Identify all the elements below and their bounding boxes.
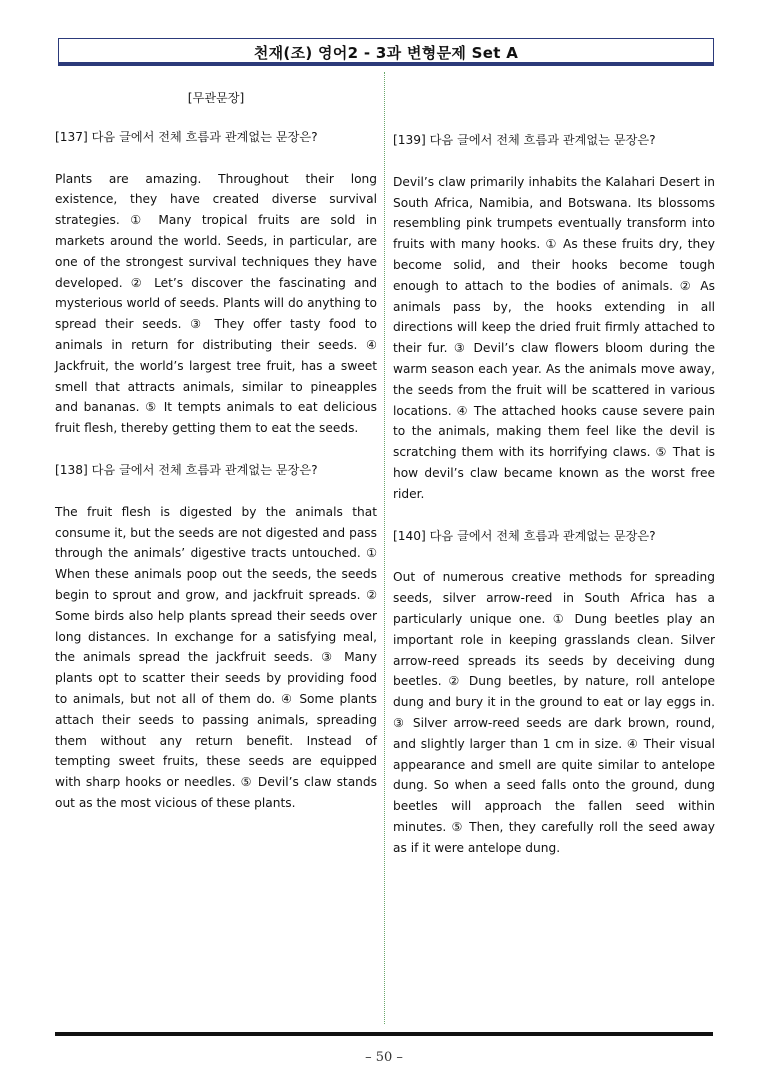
page-number: – 50 –	[365, 1050, 403, 1065]
page-title-box	[58, 38, 714, 66]
passage-139: Devil’s claw primarily inhabits the Kalahari Desert in South Africa, Namibia, and Botswana. Its blossoms resembling pink trumpets eventually transform into fruits with many hooks. ① As these fruits dry, they become solid, and their hooks become tough enough to attach to the bodies of animals. ② As animals pass by, the hooks extending in all directions will keep the dried fruit firmly attached to their fur. ③ Devil’s claw flowers bloom during the warm season each year. As the animals move away, the seeds from the fruit will be scattered in various locations. ④ The attached hooks cause severe pain to the animals, making them feel like the devil is scratching them with its horrifying claws. ⑤ That is how devil’s claw became known as the worst free rider.	[393, 174, 715, 501]
passage-138: The fruit flesh is digested by the animals that consume it, but the seeds are not digested and pass through the animals’ digestive tracts untouched. ① When these animals poop out the seeds, the seeds begin to sprout and grow, and jackfruit spreads. ② Some birds also help plants spread their seeds over long distances. In exchange for a satisfying meal, the animals spread the jackfruit seeds. ③ Many plants opt to scatter their seeds by providing food to animals, but not all of them do. ④ Some plants attach their seeds to passing animals, spreading them without any return benefit. Instead of tempting sweet fruits, these seeds are equipped with sharp hooks or needles. ⑤ Devil’s claw stands out as the most vicious of these plants.	[55, 504, 377, 810]
passage-140: Out of numerous creative methods for spreading seeds, silver arrow-reed in South Africa has a particularly unique one. ① Dung beetles play an important role in keeping grasslands clean. Silver arrow-reed spreads its seeds by deceiving dung beetles. ② Dung beetles, by nature, roll antelope dung and bury it in the ground to eat or lay eggs in. ③ Silver arrow-reed seeds are dark brown, round, and slightly larger than 1 cm in size. ④ Their visual appearance and smell are quite similar to antelope dung. So when a seed falls onto the ground, dung beetles will approach the fallen seed within minutes. ⑤ Then, they carefully roll the seed away as if it were antelope dung.	[393, 570, 715, 855]
page-title: 천재(조) 영어2 - 3과 변형문제 Set A	[253, 43, 519, 62]
column-divider	[384, 72, 385, 1024]
question-138: [138] 다음 글에서 전체 흐름과 관계없는 문장은?	[55, 462, 318, 477]
footer-rule	[55, 1032, 713, 1036]
left-column	[55, 88, 377, 835]
question-137: [137] 다음 글에서 전체 흐름과 관계없는 문장은?	[55, 129, 318, 144]
section-label: [무관문장]	[187, 91, 245, 105]
question-139: [139] 다음 글에서 전체 흐름과 관계없는 문장은?	[393, 133, 656, 147]
right-column	[393, 88, 715, 880]
question-140: [140] 다음 글에서 전체 흐름과 관계없는 문장은?	[393, 528, 656, 543]
passage-137: Plants are amazing. Throughout their long existence, they have created diverse survival strategies. ① Many tropical fruits are sold in markets around the world. Seeds, in particular, are one of the strongest survival techniques they have developed. ② Let’s discover the fascinating and mysterious world of seeds. Plants will do anything to spread their seeds. ③ They offer tasty food to animals in return for distributing their seeds. ④ Jackfruit, the world’s largest tree fruit, has a sweet smell that attracts animals, similar to pineapples and bananas. ⑤ It tempts animals to eat delicious fruit flesh, thereby getting them to eat the seeds.	[55, 171, 377, 436]
